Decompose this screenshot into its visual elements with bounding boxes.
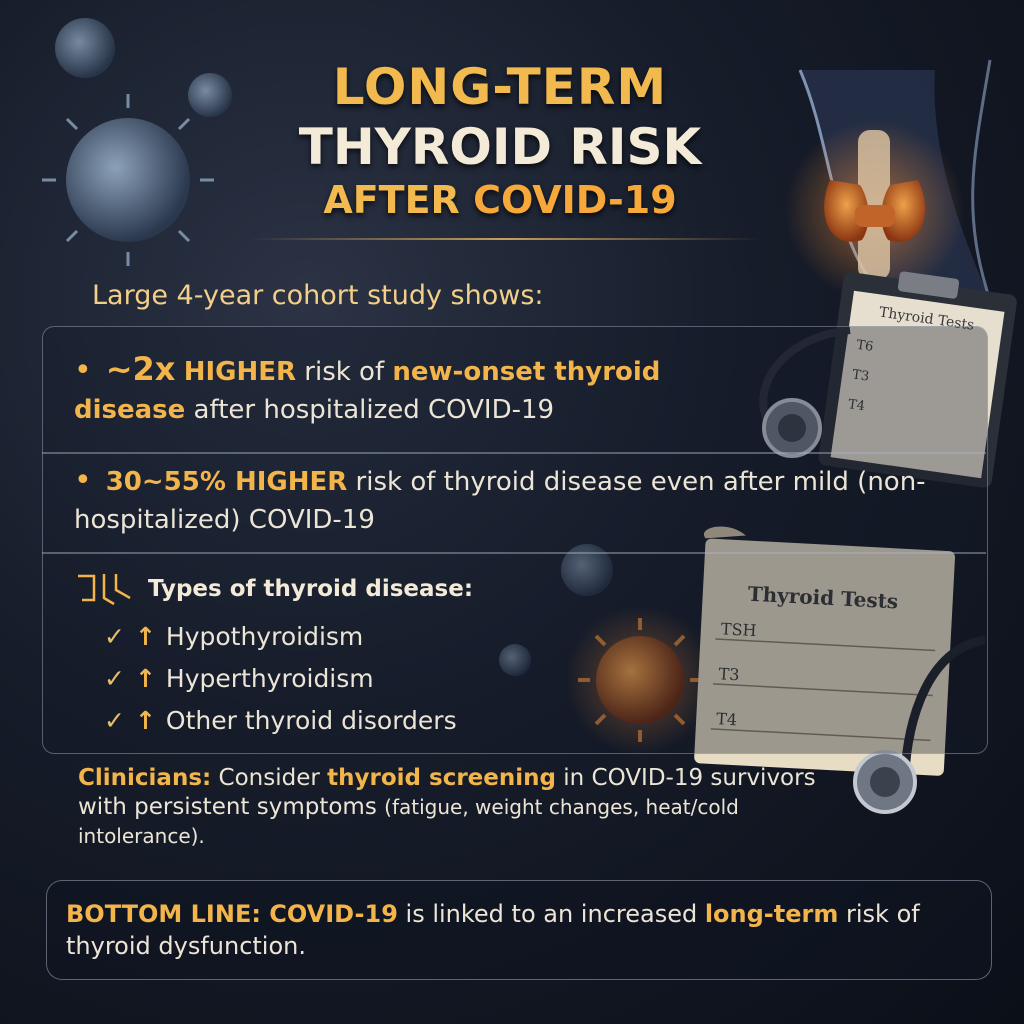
bottom-line-body: is linked to an increased [397, 900, 705, 928]
finding-bullet-1 [74, 350, 764, 429]
clinicians-text: in COVID-19 survivors with persistent symptoms [78, 765, 816, 820]
check-icon: ✓ [104, 622, 125, 651]
clinicians-note [78, 764, 858, 851]
clipboard-top-row: T3 [851, 367, 871, 385]
clipboard-top-row: T4 [847, 397, 866, 415]
bullet-figure: 30~55% HIGHER [105, 467, 348, 497]
title-line-3 [0, 178, 1000, 222]
bottom-line-label: BOTTOM LINE: COVID-19 [66, 900, 398, 928]
bullet-dot: • [74, 353, 92, 388]
document-row: TSH [720, 619, 758, 641]
bottom-line-emphasis: long-term [704, 900, 839, 928]
bullet-emphasis: HIGHER [183, 357, 297, 387]
type-label: Other thyroid disorders [165, 706, 457, 735]
title-divider [250, 238, 760, 240]
document-row: T3 [718, 664, 740, 685]
type-item [104, 622, 363, 651]
title-line-2: THYROID RISK [298, 118, 702, 176]
title-word-after: AFTER [323, 178, 460, 222]
bullet-text: after hospitalized COVID-19 [185, 395, 555, 425]
bottom-line-text [66, 898, 966, 962]
finding-bullet-2 [74, 462, 954, 539]
document-row: T4 [715, 709, 738, 730]
title-word-covid: COVID-19 [473, 178, 677, 222]
bullet-dot: • [74, 463, 92, 498]
clinicians-symptoms: (fatigue, weight changes, heat/cold intolerance). [78, 795, 739, 848]
type-item [104, 664, 374, 693]
arrow-up-icon: ↑ [134, 664, 156, 693]
type-item [104, 706, 457, 735]
arrow-up-icon: ↑ [134, 706, 156, 735]
clinicians-text: Consider [211, 765, 328, 791]
type-label: Hypothyroidism [165, 622, 364, 651]
lead-text: Large 4-year cohort study shows: [92, 280, 544, 311]
thyroid-outline-icon [74, 568, 136, 608]
clipboard-top-header: Thyroid Tests [878, 304, 976, 334]
bottom-line-body: risk of thyroid dysfunction. [66, 900, 920, 960]
types-title: Types of thyroid disease: [148, 576, 474, 602]
bullet-figure: ~2x [105, 350, 176, 388]
bullet-text: risk of [296, 357, 393, 387]
clinicians-label: Clinicians: [78, 765, 212, 791]
check-icon: ✓ [104, 664, 125, 693]
type-label: Hyperthyroidism [165, 664, 374, 693]
bullet-emphasis: new-onset thyroid disease [74, 357, 661, 425]
title-line-1: LONG-TERM [332, 58, 668, 116]
clinicians-emphasis: thyroid screening [327, 765, 556, 791]
panel-divider [42, 452, 986, 454]
document-header: Thyroid Tests [747, 581, 899, 614]
panel-divider [42, 552, 986, 554]
clipboard-top-row: T6 [855, 337, 875, 355]
arrow-up-icon: ↑ [134, 622, 156, 651]
bullet-text: risk of thyroid disease even after mild (non-hospitalized) COVID-19 [74, 467, 926, 535]
check-icon: ✓ [104, 706, 125, 735]
